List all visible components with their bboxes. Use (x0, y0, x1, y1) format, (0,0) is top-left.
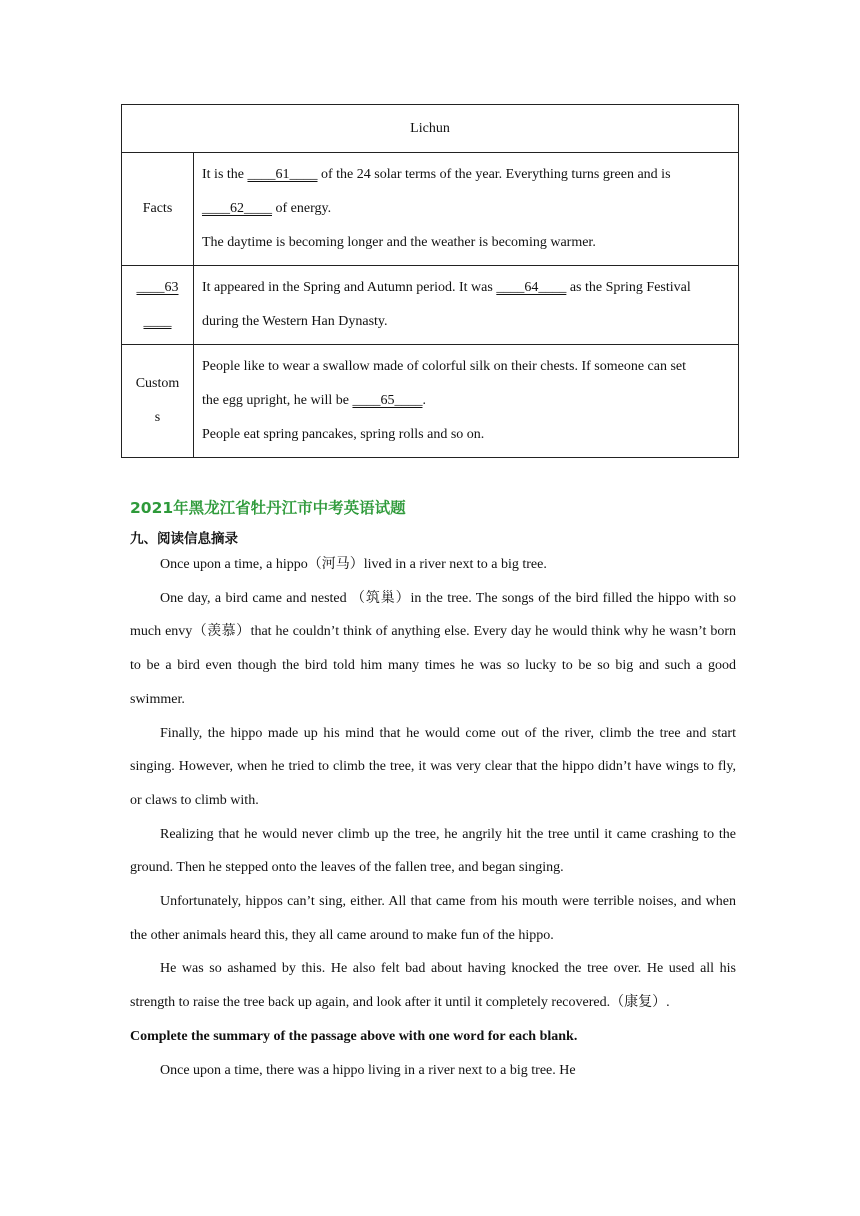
table-row (122, 105, 739, 153)
text-line: The daytime is becoming longer and the weather is becoming warmer. (202, 235, 596, 250)
paragraph: Once upon a time, a hippo（河马）lived in a river next to a big tree. (160, 557, 547, 572)
text-line: People eat spring pancakes, spring rolls and so on. (202, 427, 485, 442)
row-label-blank-63: ____63 ____ (122, 266, 194, 345)
text-line: ____62____ of energy. (202, 201, 332, 216)
history-content (194, 266, 739, 345)
customs-content (194, 345, 739, 458)
blank-65: ____65____ (352, 393, 423, 408)
text-line: the egg upright, he will be ____65____. (202, 393, 426, 408)
text-line: It is the ____61____ of the 24 solar terms of the year. Everything turns green and is (202, 167, 671, 182)
text-line: People like to wear a swallow made of colorful silk on their chests. If someone can set (202, 359, 687, 374)
blank-61: ____61____ (247, 167, 318, 182)
blank-64: ____64____ (496, 280, 567, 295)
facts-content (194, 153, 739, 266)
paragraph: Finally, the hippo made up his mind that he would come out of the river, climb the tree and start singing. However, when he tried to climb the tree, it was very clear that the hippo didn’t have wings to fly, or claws to climb with. (130, 725, 736, 808)
table-row (122, 345, 739, 458)
blank-62: ____62____ (202, 201, 272, 216)
table-row (122, 153, 739, 266)
paragraph: Realizing that he would never climb up the tree, he angrily hit the tree until it came crashing to the ground. Then he stepped onto the leaves of the fallen tree, and began singing. (130, 826, 736, 876)
text-line: It appeared in the Spring and Autumn period. It was ____64____ as the Spring Festival (202, 280, 691, 295)
section-title: 2021年黑龙江省牡丹江市中考英语试题 (130, 499, 406, 517)
section-subtitle: 九、阅读信息摘录 (130, 531, 238, 547)
summary-start: Once upon a time, there was a hippo living in a river next to a big tree. He (160, 1062, 576, 1078)
paragraph: He was so ashamed by this. He also felt bad about having knocked the tree over. He used all his strength to raise the tree back up again, and look after it until it completely recovered.（康复）. (130, 961, 736, 1011)
table-row (122, 266, 739, 345)
row-label-customs: Custom s (122, 345, 194, 458)
row-label-facts: Facts (122, 153, 194, 266)
instruction: Complete the summary of the passage above with one word for each blank. (130, 1028, 578, 1044)
text-line: during the Western Han Dynasty. (202, 314, 388, 329)
paragraph: One day, a bird came and nested （筑巢）in the tree. The songs of the bird filled the hippo with so much envy（羡慕）that he couldn’t think of anything else. Every day he would think why he wasn’t born to be a bird even though the bird told him many times he was so lucky to be so big and such a good swimmer. (130, 590, 736, 707)
paragraph: Unfortunately, hippos can’t sing, either. All that came from his mouth were terrible noises, and when the other animals heard this, they all came around to make fun of the hippo. (130, 894, 736, 943)
lichun-table (121, 104, 739, 458)
reading-passage (130, 548, 736, 1087)
table-title: Lichun (122, 105, 739, 153)
